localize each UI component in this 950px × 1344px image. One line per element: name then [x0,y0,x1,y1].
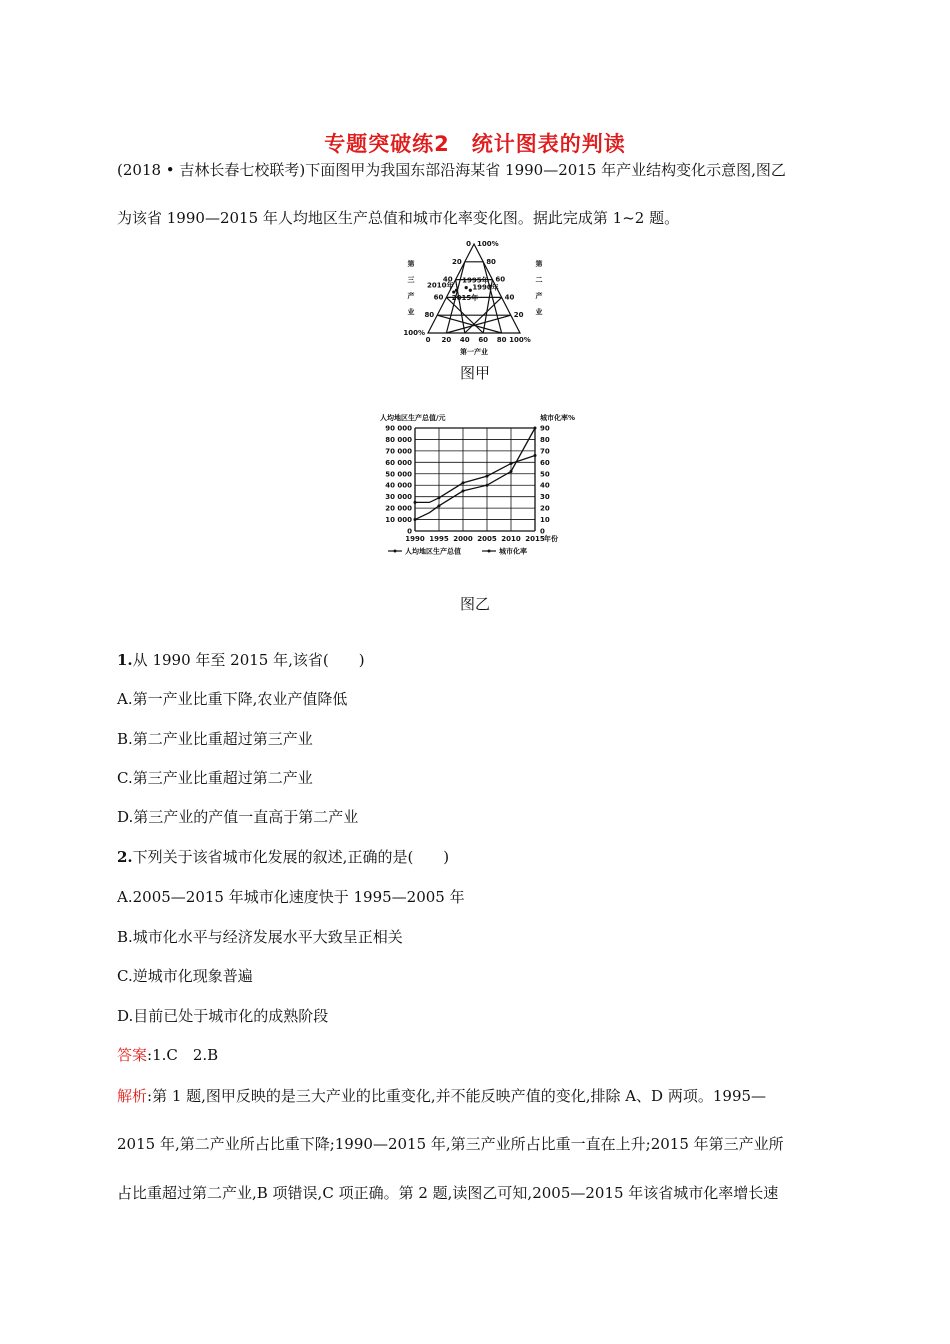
urbanization-point [438,496,441,499]
x-tick-label: 2015 [525,535,545,543]
page-title: 专题突破练2 统计图表的判读 [324,132,626,156]
ternary-left-axis-label: 业 [407,308,415,316]
y2-tick-label: 90 [540,424,550,433]
y-tick-label: 80 000 [385,435,412,444]
x-tick-label: 2000 [453,535,473,543]
ternary-bottom-tick: 60 [478,336,489,344]
y2-tick-label: 70 [540,447,550,456]
gdp-point [534,427,537,430]
ternary-point [455,289,458,292]
question-1 [117,650,365,670]
question-2-stem: 下列关于该省城市化发展的叙述,正确的是( ) [132,848,450,866]
ternary-right-axis-label: 第 [535,260,543,268]
y2-tick-label: 0 [540,527,545,536]
legend-gdp-label: 人均地区生产总值 [405,547,461,556]
ternary-right-axis-label: 业 [535,308,543,316]
y2-axis-title: 城市化率% [539,414,575,422]
question-2 [117,847,449,867]
y-axis-title: 人均地区生产总值/元 [380,414,446,422]
ternary-gridline [456,280,465,333]
y2-tick-label: 10 [540,516,550,525]
q1-option-c: C.第三产业比重超过第二产业 [117,769,313,787]
analysis-line-1 [117,1086,766,1106]
figure-a-caption: 图甲 [459,364,490,382]
urbanization-point [534,454,537,457]
q1-option-a: A.第一产业比重下降,农业产值降低 [117,690,348,708]
y-tick-label: 30 000 [385,493,412,502]
ternary-point-label: 2015年 [451,294,479,303]
analysis-label: 解析 [117,1087,148,1105]
gdp-point [438,504,441,507]
ternary-left-axis-label: 产 [407,292,415,300]
x-tick-label: 1990 [405,535,425,543]
ternary-right-tick: 20 [513,311,524,320]
legend-gdp-marker [394,550,397,553]
intro-line-1: (2018 • 吉林长春七校联考)下面图甲为我国东部沿海某省 1990—2015 年产业结构变化示意图,图乙 [117,161,786,179]
y-tick-label: 10 000 [385,516,412,525]
ternary-right-axis-label: 产 [535,292,543,300]
ternary-bottom-tick: 80 [496,336,507,344]
q1-option-b: B.第二产业比重超过第三产业 [117,730,313,748]
urbanization-point [486,475,489,478]
y2-tick-label: 40 [540,481,550,490]
x-tick-label: 1995 [429,535,449,543]
ternary-bottom-tick: 40 [459,336,470,344]
y-tick-label: 70 000 [385,447,412,456]
q2-option-b: B.城市化水平与经济发展水平大致呈正相关 [117,928,403,946]
y-tick-label: 20 000 [385,504,412,513]
ternary-point-label: 2010年 [427,281,454,290]
ternary-right-tick: 100% [477,240,499,248]
answer-line [117,1045,218,1065]
analysis-text-1: :第 1 题,图甲反映的是三大产业的比重变化,并不能反映产值的变化,排除 A、D 两项。1995— [147,1087,767,1105]
ternary-left-tick: 0 [466,240,471,248]
ternary-right-tick: 40 [504,293,515,302]
y2-tick-label: 80 [540,435,550,444]
ternary-left-axis-label: 第 [407,260,415,268]
y2-tick-label: 30 [540,493,550,502]
ternary-bottom-axis-label: 第一产业 [460,348,488,356]
y2-tick-label: 20 [540,504,550,513]
answer-text: :1.C 2.B [147,1046,219,1064]
ternary-point-label: 1995年 [462,276,489,285]
y-tick-label: 0 [407,527,412,536]
q2-option-a: A.2005—2015 年城市化速度快于 1995—2005 年 [117,888,465,906]
legend-urban-label: 城市化率 [499,547,527,556]
ternary-left-axis-label: 三 [407,276,415,284]
ternary-left-tick: 80 [424,311,435,320]
figure-b-line-chart [370,408,585,563]
question-2-number: 2. [117,848,133,866]
ternary-point-label: 1990年 [472,283,499,292]
ternary-left-tick: 40 [442,275,453,284]
y2-tick-label: 60 [540,458,550,467]
gdp-point [462,489,465,492]
gdp-point [486,484,489,487]
ternary-right-tick: 80 [486,257,496,266]
question-1-stem: 从 1990 年至 2015 年,该省( ) [132,651,365,669]
urbanization-point [462,481,465,484]
urbanization-point [510,462,513,465]
y-tick-label: 50 000 [385,470,412,479]
gdp-point [510,470,513,473]
ternary-bottom-tick: 0 [425,336,431,344]
y-tick-label: 90 000 [385,424,412,433]
x-axis-suffix: 年份 [544,535,558,543]
legend-urban-marker [488,550,491,553]
intro-line-2: 为该省 1990—2015 年人均地区生产总值和城市化率变化图。据此完成第 1~2 题。 [117,209,680,227]
ternary-right-axis-label: 二 [535,276,543,284]
urbanization-point [414,501,417,504]
question-1-number: 1. [117,651,133,669]
analysis-line-2: 2015 年,第二产业所占比重下降;1990—2015 年,第三产业所占比重一直在上升;2015 年第三产业所 [117,1135,784,1153]
y2-tick-label: 50 [540,470,550,479]
q2-option-c: C.逆城市化现象普遍 [117,967,253,985]
figure-a-ternary [395,238,555,360]
ternary-bottom-tick: 100% [509,336,531,344]
x-tick-label: 2005 [477,535,497,543]
ternary-bottom-tick: 20 [441,336,452,344]
analysis-line-3: 占比重超过第二产业,B 项错误,C 项正确。第 2 题,读图乙可知,2005—2015 年该省城市化率增长速 [117,1184,779,1202]
gdp-point [414,518,417,521]
answer-label: 答案 [117,1046,148,1064]
q1-option-d: D.第三产业的产值一直高于第二产业 [117,808,359,826]
ternary-right-tick: 60 [495,275,506,284]
y-tick-label: 60 000 [385,458,412,467]
ternary-point [465,286,468,289]
x-tick-label: 2010 [501,535,521,543]
ternary-left-tick: 20 [452,257,462,266]
y-tick-label: 40 000 [385,481,412,490]
q2-option-d: D.目前已处于城市化的成熟阶段 [117,1007,329,1025]
figure-b-caption: 图乙 [459,595,490,613]
ternary-left-tick: 60 [433,293,444,302]
ternary-left-tick: 100% [403,329,425,337]
